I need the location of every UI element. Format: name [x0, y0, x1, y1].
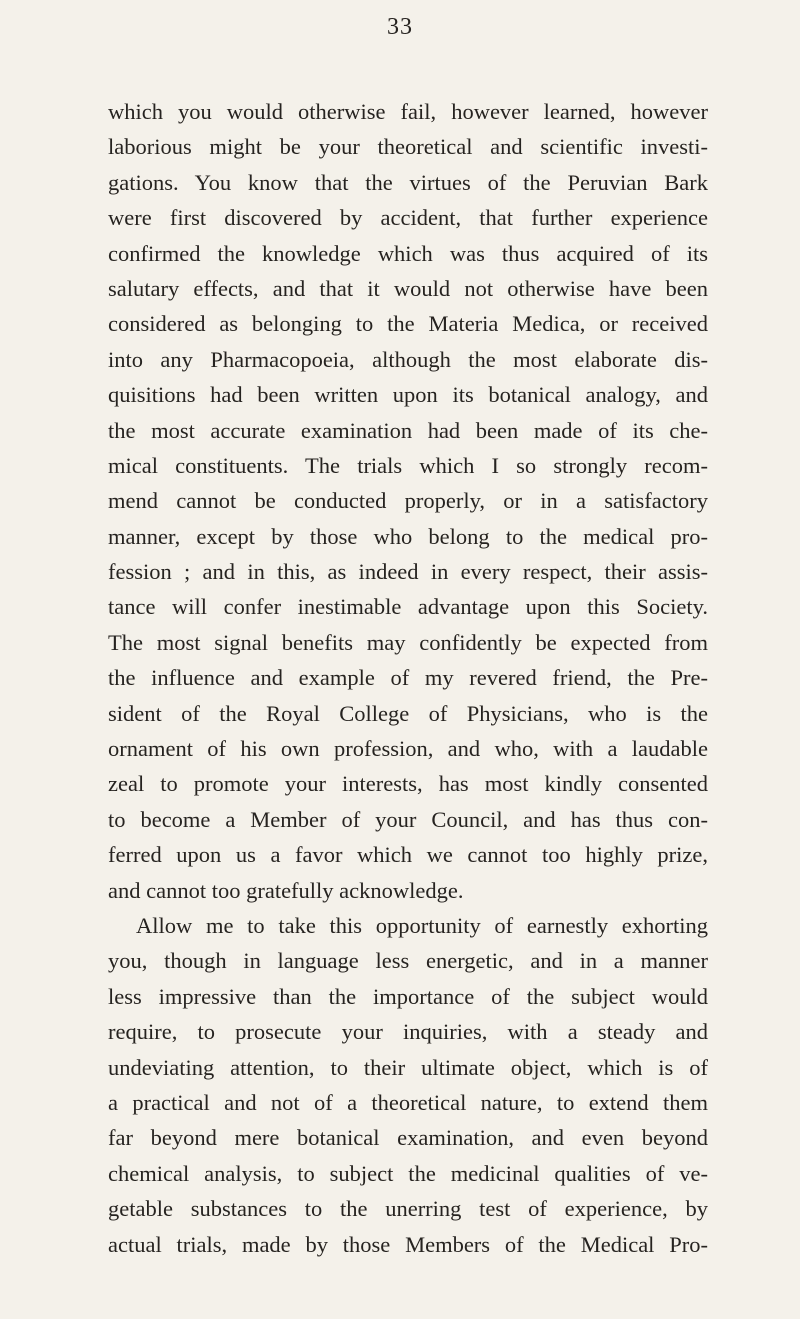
- text-line: require, to prosecute your inquiries, with a steady and: [108, 1019, 708, 1045]
- text-line: The most signal benefits may confidently be expected from: [108, 629, 708, 655]
- text-line: less impressive than the importance of the subject would: [108, 983, 708, 1009]
- text-line: confirmed the knowledge which was thus acquired of its: [108, 240, 708, 266]
- text-line: manner, except by those who belong to the medical pro-: [108, 523, 708, 549]
- text-line: the most accurate examination had been made of its che-: [108, 417, 708, 443]
- text-line: sident of the Royal College of Physicians, who is the: [108, 700, 708, 726]
- page-number: 33: [387, 14, 413, 40]
- text-line: quisitions had been written upon its botanical analogy, and: [108, 382, 708, 408]
- text-line: undeviating attention, to their ultimate object, which is of: [108, 1054, 708, 1080]
- text-line: mical constituents. The trials which I so strongly recom-: [108, 452, 708, 478]
- text-line: ornament of his own profession, and who, with a laudable: [108, 736, 708, 762]
- body-text: [108, 94, 708, 1262]
- text-line: actual trials, made by those Members of the Medical Pro-: [108, 1231, 708, 1257]
- text-line: into any Pharmacopoeia, although the most elaborate dis-: [108, 346, 708, 372]
- text-line: salutary effects, and that it would not otherwise have been: [108, 275, 708, 301]
- text-line: gations. You know that the virtues of the Peruvian Bark: [108, 169, 708, 195]
- text-line: and cannot too gratefully acknowledge.: [108, 877, 464, 903]
- text-line: far beyond mere botanical examination, and even beyond: [108, 1125, 708, 1151]
- text-line: the influence and example of my revered friend, the Pre-: [108, 665, 708, 691]
- text-line: getable substances to the unerring test of experience, by: [108, 1196, 708, 1222]
- text-line: you, though in language less energetic, and in a manner: [108, 948, 708, 974]
- text-line: a practical and not of a theoretical nature, to extend them: [108, 1089, 708, 1115]
- text-line: Allow me to take this opportunity of earnestly exhorting: [136, 912, 708, 938]
- text-line: considered as belonging to the Materia Medica, or received: [108, 311, 708, 337]
- text-line: mend cannot be conducted properly, or in a satisfactory: [108, 488, 708, 514]
- text-line: tance will confer inestimable advantage upon this Society.: [108, 594, 708, 620]
- text-line: laborious might be your theoretical and scientific investi-: [108, 134, 708, 160]
- text-line: fession ; and in this, as indeed in every respect, their assis-: [108, 559, 708, 585]
- text-line: zeal to promote your interests, has most kindly consented: [108, 771, 708, 797]
- text-line: to become a Member of your Council, and has thus con-: [108, 806, 708, 832]
- text-line: ferred upon us a favor which we cannot too highly prize,: [108, 842, 708, 868]
- text-line: were first discovered by accident, that further experience: [108, 205, 708, 231]
- text-line: chemical analysis, to subject the medicinal qualities of ve-: [108, 1160, 708, 1186]
- text-line: which you would otherwise fail, however learned, however: [108, 99, 708, 124]
